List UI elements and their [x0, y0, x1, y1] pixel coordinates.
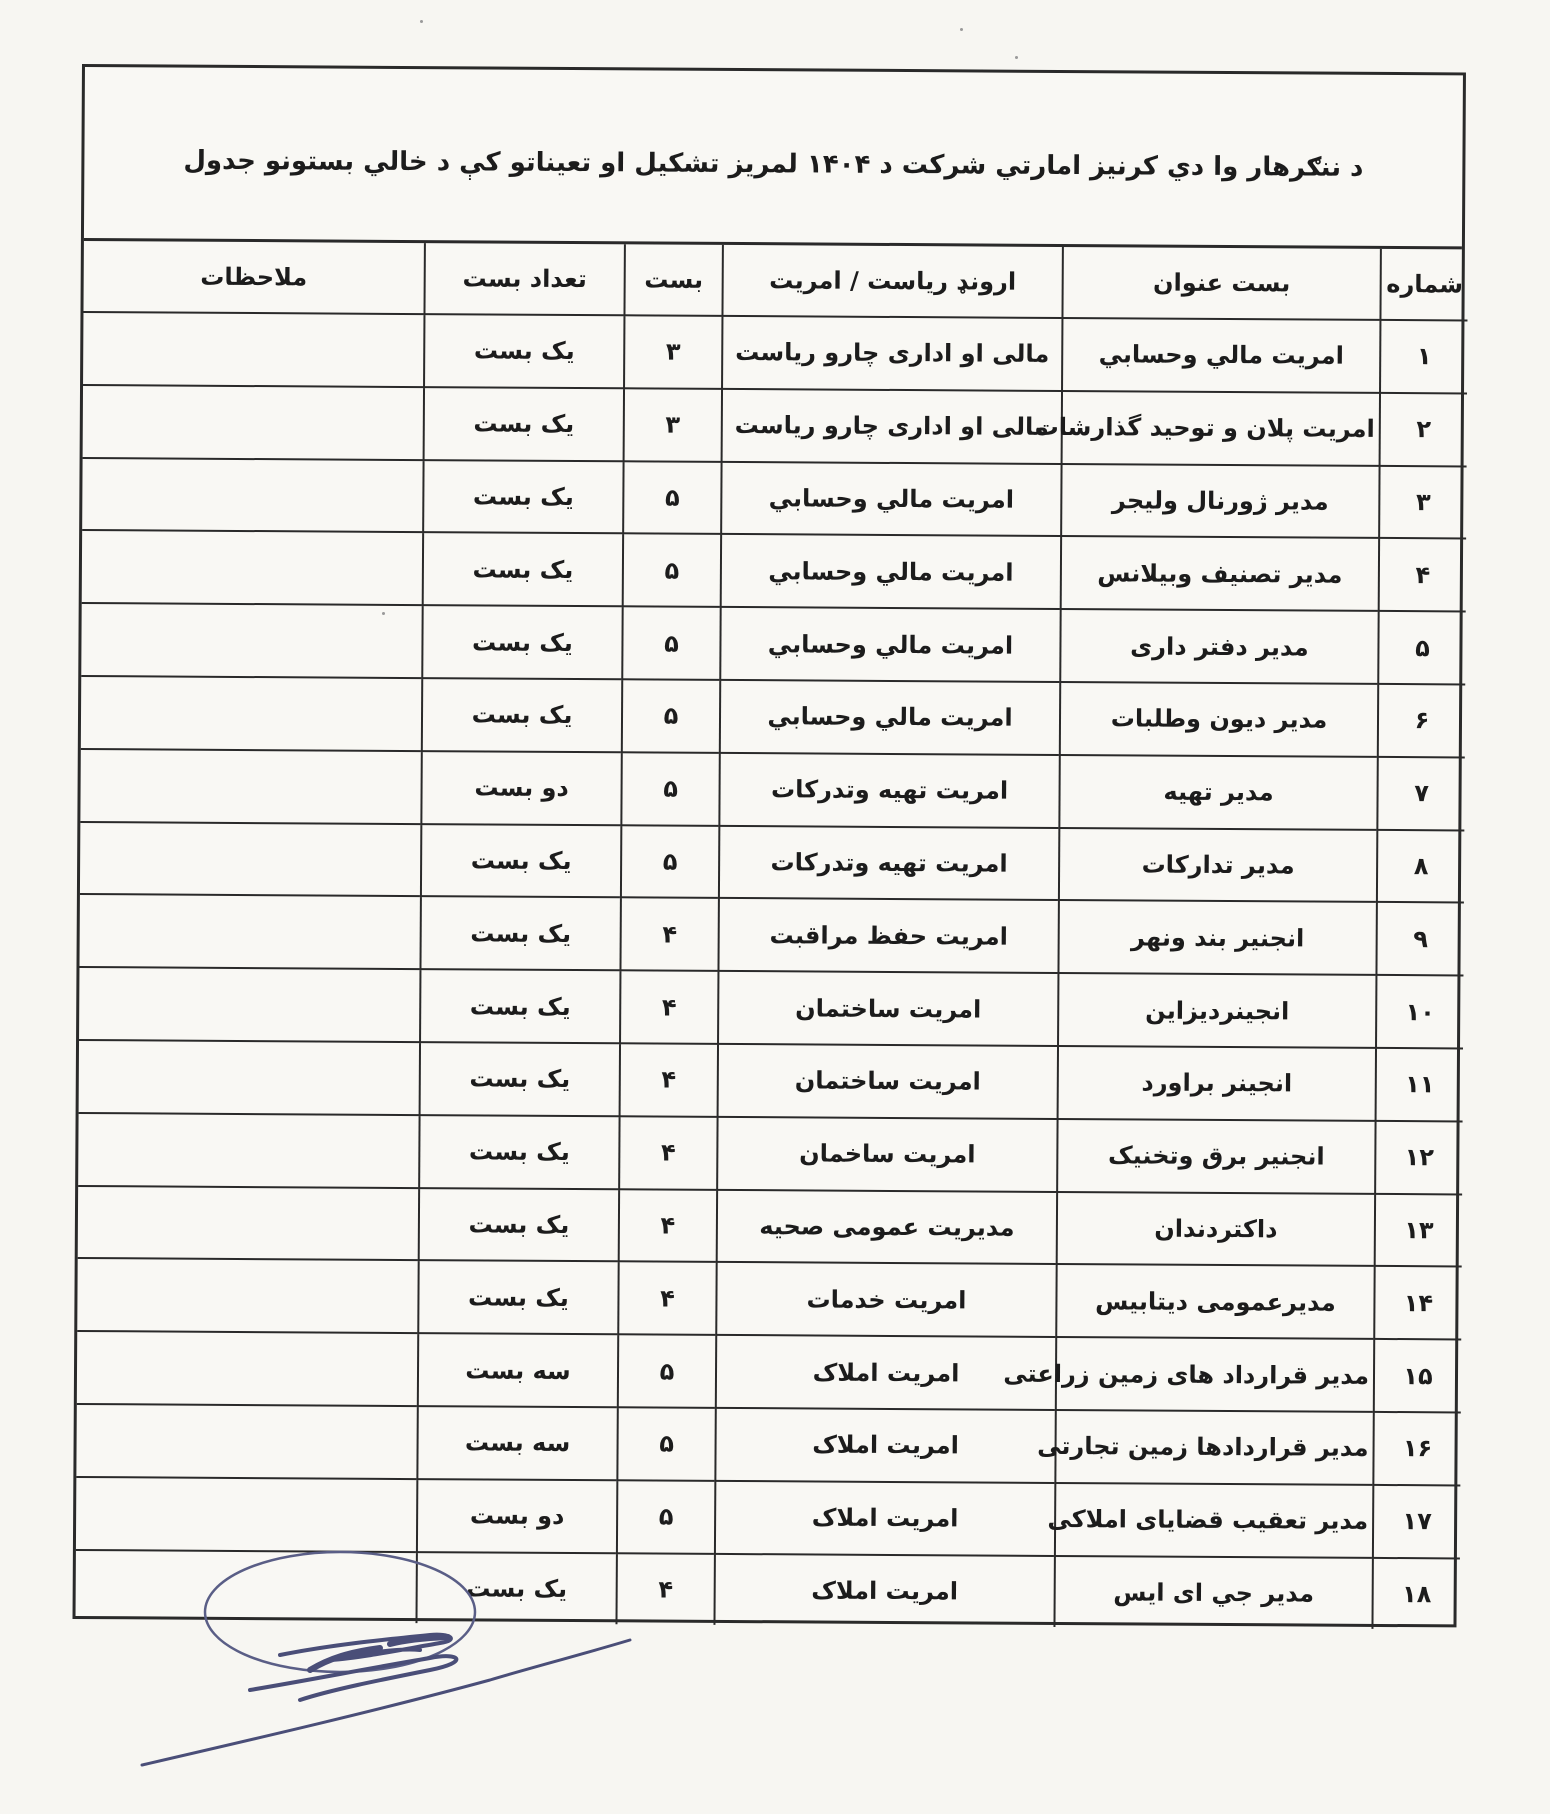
row-department: امریت ساخمان: [717, 1117, 1057, 1192]
row-department: امریت حفظ مراقبت: [718, 898, 1058, 973]
row-department: امريت مالي وحسابي: [721, 534, 1061, 609]
row-post-title: انجنیر برق وتخنیک: [1057, 1119, 1375, 1194]
title-area: [84, 67, 1463, 249]
table-row: [79, 1040, 1463, 1121]
row-department: امریت تهیه وتدرکات: [719, 825, 1059, 900]
header-post-title: بست عنوان: [1062, 247, 1380, 320]
header-count: تعداد بست: [424, 243, 624, 315]
row-count: یک بست: [418, 1260, 618, 1334]
row-grade: ۵: [617, 1407, 715, 1480]
row-department: امریت تهیه وتدرکات: [719, 753, 1059, 828]
row-number: ۱۷: [1373, 1485, 1460, 1558]
row-remarks: [76, 1404, 417, 1479]
row-post-title: انجنیر بند ونهر: [1058, 900, 1376, 975]
paper-speck: [420, 20, 423, 23]
row-remarks: [81, 603, 422, 678]
row-grade: ۵: [621, 825, 719, 898]
row-post-title: داکتردندان: [1057, 1192, 1375, 1267]
row-post-title: مدیر تصنیف وبیلانس: [1061, 536, 1379, 611]
document-title: د ننګرهار وا دي کرنیز امارتي شرکت د ۱۴۰۴ لمریز تشکیل او تعیناتو کې د خالي بستونو جدول: [183, 145, 1364, 183]
table-body: [75, 312, 1467, 1630]
row-remarks: [77, 1258, 418, 1333]
paper-speck: [1015, 56, 1018, 59]
row-department: امریت املاک: [715, 1481, 1055, 1556]
table-row: [77, 1258, 1461, 1339]
paper-speck: [382, 612, 385, 615]
row-remarks: [82, 530, 423, 605]
row-department: امریت املاک: [716, 1335, 1056, 1410]
row-remarks: [77, 1331, 418, 1406]
row-department: امريت مالي وحسابي: [720, 680, 1060, 755]
table-row: [79, 894, 1463, 975]
row-grade: ۵: [623, 534, 721, 607]
row-number: ۹: [1376, 902, 1463, 975]
table-row: [82, 530, 1466, 611]
row-grade: ۴: [616, 1553, 714, 1625]
row-post-title: مدیر ژورنال ولیجر: [1061, 464, 1379, 539]
row-count: دو بست: [417, 1479, 617, 1553]
row-remarks: [78, 1113, 419, 1188]
row-remarks: [78, 1186, 419, 1261]
row-count: یک بست: [424, 387, 624, 461]
row-grade: ۴: [620, 1043, 718, 1116]
table-row: [81, 603, 1465, 684]
row-count: یک بست: [422, 605, 622, 679]
row-grade: ۵: [622, 679, 720, 752]
table-row: [78, 1113, 1462, 1194]
row-count: سه بست: [417, 1406, 617, 1480]
row-count: یک بست: [424, 314, 624, 388]
row-post-title: مدیر دیون وطلبات: [1060, 682, 1378, 757]
row-department: امريت مالي وحسابي: [721, 462, 1061, 537]
row-grade: ۴: [619, 1116, 717, 1189]
row-remarks: [79, 967, 420, 1042]
row-post-title: مدیر تهیه: [1059, 755, 1377, 830]
row-number: ۳: [1379, 466, 1466, 539]
signature-scribble: [130, 1540, 650, 1790]
row-number: ۵: [1378, 611, 1465, 684]
row-post-title: مدیر قرارداد های زمین زراعتی: [1056, 1337, 1374, 1412]
row-number: ۱۰: [1376, 975, 1463, 1048]
paper-speck: [960, 28, 963, 31]
table-row: [77, 1331, 1461, 1412]
table-row: [80, 749, 1464, 830]
row-grade: ۳: [624, 315, 722, 388]
row-department: امريت مالي وحسابي: [720, 607, 1060, 682]
row-grade: ۵: [623, 461, 721, 534]
row-post-title: مدیر دفتر داری: [1060, 609, 1378, 684]
row-number: ۱: [1380, 320, 1467, 393]
row-count: یک بست: [420, 896, 620, 970]
row-grade: ۳: [624, 388, 722, 461]
row-count: یک بست: [421, 824, 621, 898]
row-number: ۱۸: [1372, 1557, 1459, 1629]
table-row: [83, 312, 1467, 393]
row-grade: ۴: [618, 1262, 716, 1335]
row-grade: ۵: [621, 752, 719, 825]
row-department: مالی او اداری چارو ریاست: [722, 316, 1062, 391]
row-number: ۴: [1379, 538, 1466, 611]
row-number: ۱۱: [1376, 1048, 1463, 1121]
header-number: شماره: [1380, 249, 1467, 321]
row-grade: ۵: [622, 607, 720, 680]
row-remarks: [80, 749, 421, 824]
row-number: ۷: [1377, 757, 1464, 830]
row-number: ۶: [1378, 684, 1465, 757]
row-grade: ۴: [620, 898, 718, 971]
row-number: ۱۴: [1374, 1266, 1461, 1339]
table-header-row: [83, 241, 1467, 320]
row-remarks: [82, 458, 423, 533]
row-number: ۲: [1380, 393, 1467, 466]
row-count: یک بست: [419, 1188, 619, 1262]
row-count: یک بست: [423, 532, 623, 606]
row-post-title: مدیر تدارکات: [1059, 828, 1377, 903]
table-row: [80, 822, 1464, 903]
table-row: [78, 1186, 1462, 1267]
row-department: امریت املاک: [714, 1553, 1054, 1627]
table-row: [79, 967, 1463, 1048]
row-count: سه بست: [418, 1333, 618, 1407]
row-count: یک بست: [416, 1552, 616, 1625]
row-department: امریت خدمات: [716, 1262, 1056, 1337]
row-remarks: [79, 1040, 420, 1115]
row-count: یک بست: [419, 1115, 619, 1189]
row-count: دو بست: [421, 751, 621, 825]
row-post-title: مدیرعمومی دیتابیس: [1056, 1264, 1374, 1339]
row-remarks: [79, 894, 420, 969]
row-department: امریت ساختمان: [718, 1044, 1058, 1119]
row-post-title: انجینردیزاین: [1058, 973, 1376, 1048]
row-post-title: امريت مالي وحسابي: [1062, 318, 1380, 393]
row-remarks: [83, 385, 424, 460]
row-number: ۱۳: [1375, 1193, 1462, 1266]
row-grade: ۴: [620, 970, 718, 1043]
row-department: مالی او اداری چارو ریاست: [722, 389, 1062, 464]
row-department: امریت املاک: [715, 1408, 1055, 1483]
row-grade: ۵: [617, 1480, 715, 1553]
document-sheet: [73, 64, 1466, 1627]
row-remarks: [80, 822, 421, 897]
table-row: [83, 385, 1467, 466]
row-post-title: مدیر جي ای ایس: [1054, 1556, 1372, 1630]
row-post-title: مدیر تعقیب قضایای املاکی: [1055, 1483, 1373, 1558]
row-number: ۱۶: [1373, 1412, 1460, 1485]
row-number: ۱۲: [1375, 1121, 1462, 1194]
header-grade: بست: [624, 244, 722, 316]
row-grade: ۵: [618, 1334, 716, 1407]
row-number: ۸: [1377, 830, 1464, 903]
vacant-posts-table: [75, 241, 1467, 1630]
row-post-title: امریت پلان و توحید گذارشات: [1062, 391, 1380, 466]
row-grade: ۴: [619, 1189, 717, 1262]
header-remarks: ملاحظات: [83, 241, 424, 314]
row-count: یک بست: [422, 678, 622, 752]
row-count: یک بست: [420, 969, 620, 1043]
row-department: مدیریت عمومی صحیه: [717, 1189, 1057, 1264]
row-post-title: مدیر قراردادها زمین تجارتی: [1055, 1410, 1373, 1485]
row-count: یک بست: [420, 1042, 620, 1116]
row-remarks: [83, 312, 424, 387]
table-row: [81, 676, 1465, 757]
row-department: امریت ساختمان: [718, 971, 1058, 1046]
row-post-title: انجینر براورد: [1058, 1046, 1376, 1121]
table-row: [82, 458, 1466, 539]
row-count: یک بست: [423, 460, 623, 534]
row-number: ۱۵: [1374, 1339, 1461, 1412]
table-row: [76, 1404, 1460, 1485]
header-department: ارونډ ریاست / امریت: [722, 245, 1062, 318]
row-remarks: [81, 676, 422, 751]
